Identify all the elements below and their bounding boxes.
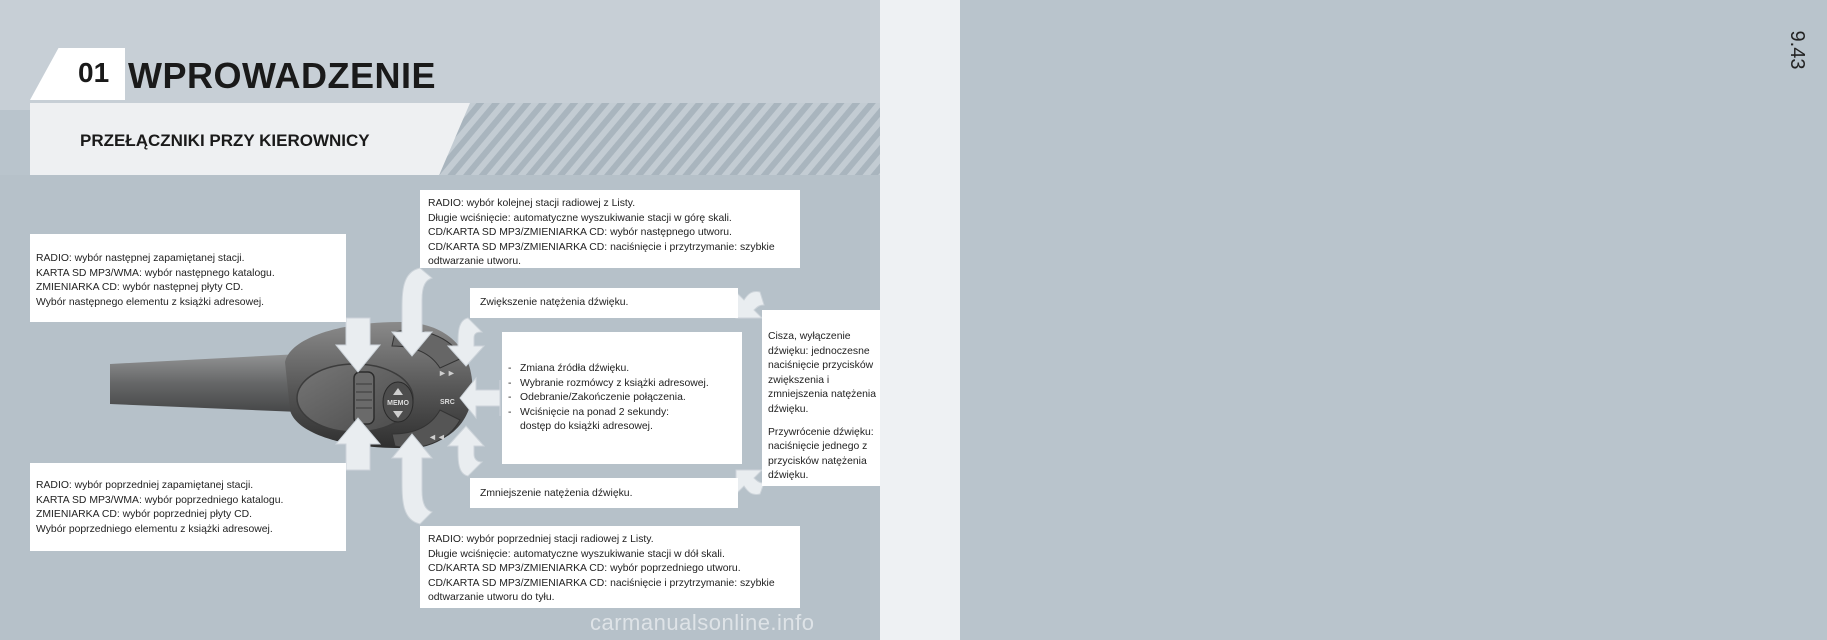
- source-list-item: - Wciśnięcie na ponad 2 sekundy:: [508, 406, 736, 421]
- arrow-volume-down: [448, 426, 484, 476]
- mute-text: Cisza, wyłączenie dźwięku: jednoczesne naciśnięcie przycisków zwiększenia i zmniejszenia natężenia dźwięku.: [768, 331, 877, 415]
- switch-stalk: [110, 354, 300, 412]
- memo-label: MEMO: [387, 400, 409, 407]
- src-label: SRC: [440, 399, 455, 406]
- callout-line: ZMIENIARKA CD: wybór następnej płyty CD.: [36, 282, 244, 294]
- callout-line: KARTA SD MP3/WMA: wybór następnego katalogu.: [36, 267, 275, 279]
- callout-line: KARTA SD MP3/WMA: wybór poprzedniego katalogu.: [36, 494, 284, 506]
- callout-line: CD/KARTA SD MP3/ZMIENIARKA CD: wybór poprzedniego utworu.: [428, 563, 741, 575]
- page-sidebar: [880, 0, 1809, 640]
- callout-source: [502, 332, 742, 464]
- source-list-item: - Zmiana źródła dźwięku.: [508, 362, 736, 377]
- callout-volume-down: Zmniejszenie natężenia dźwięku.: [470, 478, 738, 508]
- chapter-title: WPROWADZENIE: [128, 55, 436, 96]
- callout-line: CD/KARTA SD MP3/ZMIENIARKA CD: naciśnięcie i przytrzymanie: szybkie odtwarzanie utworu do tyłu.: [428, 577, 775, 604]
- source-list: [508, 362, 736, 420]
- callout-mute: [762, 310, 880, 486]
- arrow-mute-down: [736, 470, 764, 495]
- source-list-item: - Odebranie/Zakończenie połączenia.: [508, 391, 736, 406]
- source-list-continuation: dostęp do książki adresowej.: [520, 421, 653, 433]
- callout-line: RADIO: wybór poprzedniej zapamiętanej stacji.: [36, 480, 254, 491]
- source-list-item: - Wybranie rozmówcy z książki adresowej.: [508, 377, 736, 392]
- callout-line: CD/KARTA SD MP3/ZMIENIARKA CD: wybór następnego utworu.: [428, 227, 732, 239]
- callout-line: Długie wciśnięcie: automatyczne wyszukiwanie stacji w górę skali.: [428, 212, 732, 224]
- callout-line: CD/KARTA SD MP3/ZMIENIARKA CD: naciśnięcie i przytrzymanie: szybkie odtwarzanie utworu.: [428, 241, 775, 268]
- callout-line: Długie wciśnięcie: automatyczne wyszukiwanie stacji w dół skali.: [428, 548, 725, 560]
- page-number: 9.43: [1786, 30, 1809, 70]
- unmute-text: Przywrócenie dźwięku: naciśnięcie jednego z przycisków natężenia dźwięku.: [768, 426, 874, 482]
- callout-next-preset: [30, 234, 346, 322]
- section-title: PRZEŁĄCZNIKI PRZY KIEROWNICY: [80, 131, 370, 150]
- callout-line: RADIO: wybór poprzedniej stacji radiowej z Listy.: [428, 534, 654, 545]
- callout-line: RADIO: wybór kolejnej stacji radiowej z Listy.: [428, 198, 636, 209]
- callout-line: Wybór poprzedniego elementu z książki adresowej.: [36, 523, 273, 535]
- callout-line: RADIO: wybór następnej zapamiętanej stacji.: [36, 253, 245, 264]
- callout-prev-station: [420, 526, 800, 608]
- arrow-mute-up: [736, 291, 764, 318]
- roller-wheel: [354, 372, 374, 424]
- callout-prev-preset: [30, 463, 346, 551]
- callout-volume-up: Zwiększenie natężenia dźwięku.: [470, 288, 738, 318]
- callout-line: ZMIENIARKA CD: wybór poprzedniej płyty CD.: [36, 509, 252, 521]
- callout-line: Wybór następnego elementu z książki adresowej.: [36, 296, 265, 308]
- forward-icon: ►►: [438, 368, 456, 378]
- rewind-icon: ◄◄: [428, 432, 446, 442]
- chapter-number: 01: [78, 57, 110, 88]
- watermark: carmanualsonline.info: [590, 610, 815, 635]
- callout-next-station: [420, 190, 800, 268]
